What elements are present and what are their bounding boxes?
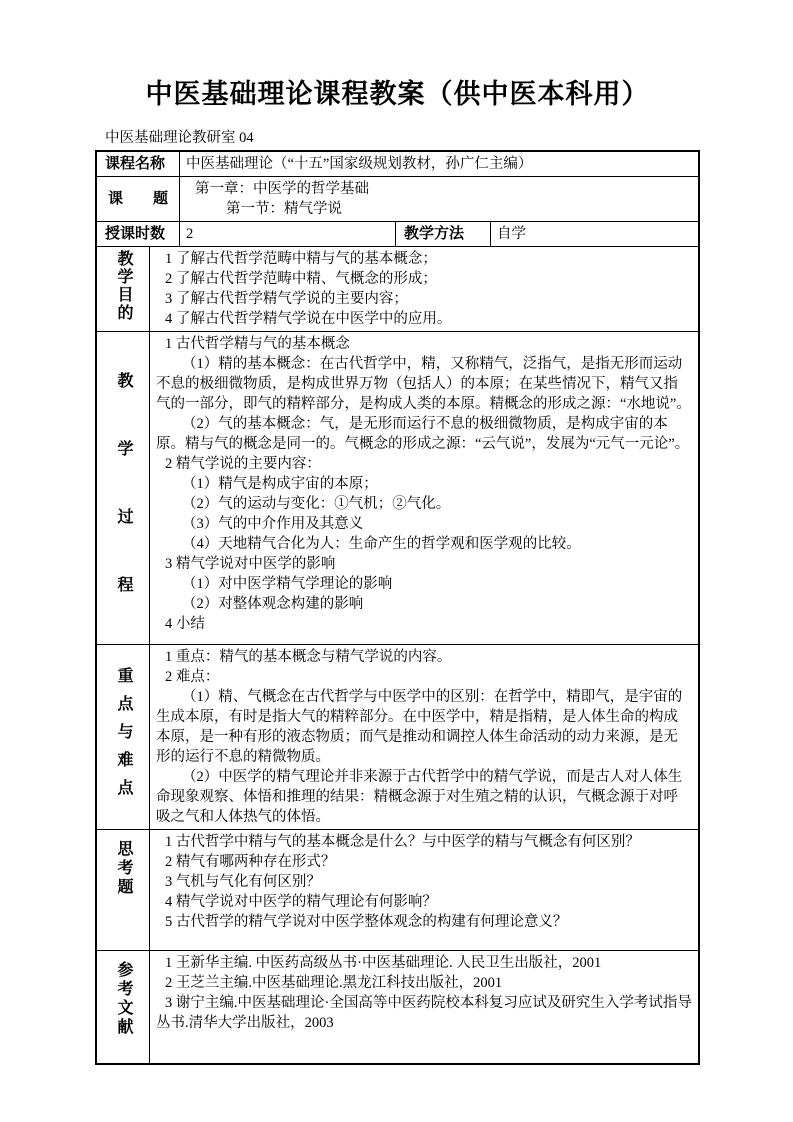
row-topic bbox=[97, 177, 698, 222]
text-line: （3）气的中介作用及其意义 bbox=[182, 516, 364, 532]
references-content bbox=[150, 951, 698, 1063]
text-line: 3 气机与气化有何区别？ bbox=[165, 874, 321, 890]
method-label: 教学方法 bbox=[396, 222, 491, 246]
questions-content bbox=[150, 830, 698, 950]
key-points-label: 重点与难点 bbox=[115, 667, 132, 807]
row-references bbox=[97, 951, 698, 1063]
department-line: 中医基础理论教研室 04 bbox=[105, 130, 254, 146]
hours-value: 2 bbox=[180, 222, 396, 246]
text-line: 1 了解古代哲学范畴中精与气的基本概念； bbox=[165, 251, 437, 267]
text-line: 2 了解古代哲学范畴中精、气概念的形成； bbox=[165, 271, 437, 287]
text-line: 1 古代哲学中精与气的基本概念是什么？与中医学的精与气概念有何区别？ bbox=[165, 834, 640, 850]
text-line: 3 精气学说对中医学的影响 bbox=[165, 556, 336, 572]
text-line: （1）精气是构成宇宙的本原； bbox=[182, 476, 378, 492]
text-line: 2 难点： bbox=[165, 669, 220, 685]
topic-value bbox=[180, 177, 698, 221]
course-name-value: 中医基础理论（“十五”国家级规划教材，孙广仁主编） bbox=[186, 156, 533, 172]
text-line: 第一章：中医学的哲学基础 bbox=[195, 181, 369, 197]
text-line: （1）精的基本概念：在古代哲学中，精，又称精气，泛指气，是指无形而运动不息的极细微物质，是构成世界万物（包括人）的本原；在某些情况下，精气又指气的一部分，即气的精粹部分，是构成人类的本原。精概念的形成之源：“水地说”。 bbox=[156, 356, 691, 412]
questions-label: 思考题 bbox=[115, 840, 132, 897]
text-line: 2 精气有哪两种存在形式？ bbox=[165, 854, 336, 870]
questions-label-cell bbox=[97, 830, 150, 950]
text-line: 4 小结 bbox=[165, 616, 205, 632]
topic-label: 课 题 bbox=[97, 177, 180, 221]
text-line: 第一节：精气学说 bbox=[226, 201, 342, 217]
teaching-process-label: 教学过程 bbox=[115, 372, 132, 644]
text-line: 3 谢宁主编.中医基础理论·全国高等中医药院校本科复习应试及研究生入学考试指导丛书.清华大学出版社，2003 bbox=[156, 995, 692, 1031]
text-line: （2）中医学的精气理论并非来源于古代哲学中的精气学说，而是古人对人体生命现象观察、体悟和推理的结果：精概念源于对生殖之精的认识，气概念源于对呼吸之气和人体热气的体悟。 bbox=[156, 769, 683, 825]
method-value: 自学 bbox=[497, 226, 526, 242]
text-line: 4 了解古代哲学精气学说在中医学中的应用。 bbox=[165, 311, 452, 327]
text-line: 3 了解古代哲学精气学说的主要内容； bbox=[165, 291, 408, 307]
hours-label: 授课时数 bbox=[97, 222, 180, 246]
text-line: （4）天地精气合化为人：生命产生的哲学观和医学观的比较。 bbox=[182, 536, 581, 552]
key-points-content bbox=[150, 645, 698, 829]
text-line: （1）精、气概念在古代哲学与中医学中的区别：在哲学中，精即气，是宇宙的生成本原，有时是指大气的精粹部分。在中医学中，精是指精，是人体生命的构成本原，是一种有形的液态物质；而气是推动和调控人体生命活动的动力来源，是无形的运行不息的精微物质。 bbox=[156, 689, 683, 765]
teaching-goals-label: 教学目的 bbox=[115, 250, 132, 322]
text-line: （2）气的基本概念：气，是无形而运行不息的极细微物质，是构成宇宙的本原。精与气的概念是同一的。气概念的形成之源：“云气说”，发展为“元气一元论”。 bbox=[156, 416, 690, 452]
text-line: （2）对整体观念构建的影响 bbox=[182, 596, 364, 612]
text-line: 4 精气学说对中医学的精气理论有何影响？ bbox=[165, 894, 437, 910]
row-teaching-goals bbox=[97, 247, 698, 332]
page-title: 中医基础理论课程教案（供中医本科用） bbox=[145, 79, 650, 109]
row-hours-method bbox=[97, 222, 698, 247]
text-line: （2）气的运动与变化：①气机；②气化。 bbox=[182, 496, 451, 512]
lesson-plan-table bbox=[95, 150, 700, 1065]
row-teaching-process bbox=[97, 332, 698, 645]
teaching-process-content bbox=[150, 332, 698, 644]
row-course-name bbox=[97, 152, 698, 177]
row-key-points bbox=[97, 645, 698, 830]
course-name-label: 课程名称 bbox=[97, 152, 180, 176]
teaching-goals-label-cell bbox=[97, 247, 150, 331]
teaching-process-label-cell bbox=[97, 332, 150, 644]
text-line: 1 王新华主编. 中医药高级丛书·中医基础理论. 人民卫生出版社，2001 bbox=[165, 955, 602, 971]
key-points-label-cell bbox=[97, 645, 150, 829]
text-line: 2 精气学说的主要内容： bbox=[165, 456, 321, 472]
text-line: 1 古代哲学精与气的基本概念 bbox=[165, 336, 350, 352]
text-line: 2 王芝兰主编.中医基础理论.黑龙江科技出版社，2001 bbox=[165, 975, 503, 991]
references-label-cell bbox=[97, 951, 150, 1063]
row-questions bbox=[97, 830, 698, 951]
references-label: 参考文献 bbox=[115, 961, 132, 1037]
text-line: （1）对中医学精气学理论的影响 bbox=[182, 576, 393, 592]
teaching-goals-content bbox=[150, 247, 698, 331]
text-line: 5 古代哲学的精气学说对中医学整体观念的构建有何理论意义？ bbox=[165, 914, 568, 930]
text-line: 1 重点：精气的基本概念与精气学说的内容。 bbox=[165, 649, 452, 665]
